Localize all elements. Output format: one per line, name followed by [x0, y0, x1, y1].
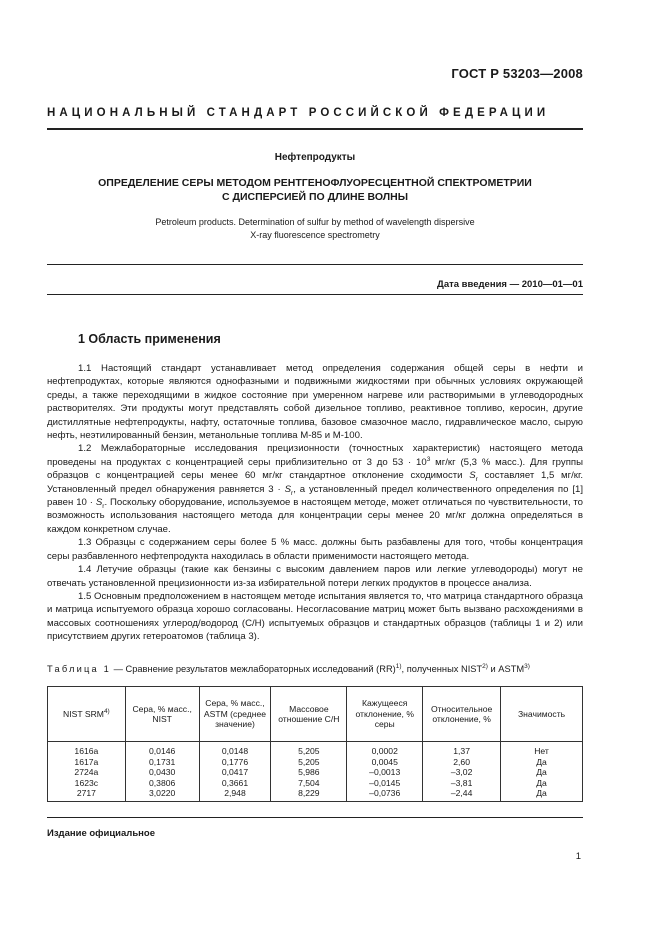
cell-apparent: 0,0045 — [347, 757, 423, 768]
table-row — [48, 742, 583, 757]
table-header-row — [48, 687, 583, 742]
english-title — [47, 216, 583, 242]
document-title — [47, 176, 583, 204]
cell-nist: 0,1731 — [125, 757, 199, 768]
comparison-table — [47, 686, 583, 802]
title-line-2: С ДИСПЕРСИЕЙ ПО ДЛИНЕ ВОЛНЫ — [222, 191, 408, 203]
cell-relative: 2,60 — [423, 757, 501, 768]
header-sulfur-nist: Сера, % масс., NIST — [125, 687, 199, 742]
cell-astm: 0,0148 — [199, 742, 271, 757]
cell-significance: Нет — [501, 742, 583, 757]
cell-apparent: –0,0145 — [347, 778, 423, 789]
english-title-line-1: Petroleum products. Determination of sulfur by method of wavelength dispersive — [155, 217, 475, 227]
header-relative-deviation: Относительное отклонение, % — [423, 687, 501, 742]
cell-nist: 0,0146 — [125, 742, 199, 757]
gost-number: ГОСТ Р 53203—2008 — [451, 66, 583, 81]
table-row — [48, 767, 583, 778]
subject-title: Нефтепродукты — [274, 152, 356, 163]
cell-apparent: –0,0736 — [347, 788, 423, 801]
paragraph-1-1: 1.1 Настоящий стандарт устанавливает метод определения содержания общей серы в нефти и нефтепродуктах, которые являются однофазными и подвижными жидкостями при обычных условиях окружающей среды, а также переходящими в жидкое состояние при умеренном нагреве или растворимыми в углеводородных растворителях. Эти продукты могут представлять собой дизельное топливо, реактивное топливо, керосин, другие дистиллятные нефтепродукты, нафту, остаточные топлива, базовое смазочное масло, гидравлическое масло, сырую нефть, неэтилированный бензин, метанольные топлива М-85 и М-100. — [47, 363, 583, 442]
cell-ch: 5,205 — [271, 742, 347, 757]
cell-nist: 0,3806 — [125, 778, 199, 789]
cell-srm: 2724a — [48, 767, 126, 778]
header-nist-srm: NIST SRM$^{4)}$ — [48, 687, 126, 742]
cell-ch: 8,229 — [271, 788, 347, 801]
paragraph-1-2: 1.2 Межлабораторные исследования прецизионности (точностных характеристик) настоящего метода проведены на продуктах с концентрацией серы приблизительно от 3 до $53 \cdot 10^3$ мг/кг (5,3 % масс.). Для группы образцов с концентрацией серы менее 60 мг/кг стандартное отклонение сходимости $S_r$ составляет 1,5 мг/кг. Установленный предел обнаружения равняется $3 \cdot S_r$, а установленный предел количественного определения по [1] равен $10 \cdot S_r$. Поскольку оборудование, используемое в настоящем методе, может отличаться по чувствительности, то возможность использования настоящего метода для концентрации серы менее 20 мг/кг должна определяться в каждом конкретном случае. — [47, 443, 584, 535]
cell-significance: Да — [501, 788, 583, 801]
table-row — [48, 757, 583, 768]
table-caption: Таблица 1 — Сравнение результатов межлабораторных исследований (RR)$^{1)}$, полученных NIST$^{2)}$ и ASTM$^{3)}$ — [47, 662, 530, 674]
cell-nist: 0,0430 — [125, 767, 199, 778]
section-body — [47, 362, 583, 644]
paragraph-1-4: 1.4 Летучие образцы (такие как бензины с высоким давлением паров или легкие углеводороды) могут не отвечать установленной прецизионности из-за избирательной потери легких продуктов в процессе анализа. — [47, 564, 583, 589]
cell-significance: Да — [501, 767, 583, 778]
cell-relative: –3,02 — [423, 767, 501, 778]
cell-astm: 0,0417 — [199, 767, 271, 778]
table-row — [48, 778, 583, 789]
cell-relative: –3,81 — [423, 778, 501, 789]
paragraph-1-5: 1.5 Основным предположением в настоящем методе испытания является то, что матрица стандартного образца и матрица испытуемого образца хорошо согласованы. Несогласование матриц может быть вызвано расхождениями в массовых соотношениях углерод/водород (С/Н) испытуемых образцов и стандартных образцов (таблицы 1 и 2) или присутствием других гетероатомов (таблица 3). — [47, 590, 583, 643]
header-significance: Значимость — [501, 687, 583, 742]
cell-astm: 2,948 — [199, 788, 271, 801]
cell-ch: 5,986 — [271, 767, 347, 778]
cell-relative: 1,37 — [423, 742, 501, 757]
official-edition-label: Издание официальное — [47, 828, 155, 839]
title-line-1: ОПРЕДЕЛЕНИЕ СЕРЫ МЕТОДОМ РЕНТГЕНОФЛУОРЕСЦЕНТНОЙ СПЕКТРОМЕТРИИ — [98, 177, 532, 189]
national-standard-heading: НАЦИОНАЛЬНЫЙ СТАНДАРТ РОССИЙСКОЙ ФЕДЕРАЦИИ — [47, 107, 550, 119]
header-apparent-deviation: Кажущееся отклонение, % серы — [347, 687, 423, 742]
date-rule — [47, 294, 583, 295]
cell-srm: 1623c — [48, 778, 126, 789]
cell-srm: 1617a — [48, 757, 126, 768]
page-number: 1 — [575, 851, 581, 862]
cell-ch: 5,205 — [271, 757, 347, 768]
footer-rule — [47, 817, 583, 818]
cell-significance: Да — [501, 778, 583, 789]
english-title-line-2: X-ray fluorescence spectrometry — [250, 230, 380, 240]
table-row — [48, 788, 583, 801]
cell-srm: 1616a — [48, 742, 126, 757]
section-heading: 1 Область применения — [78, 332, 221, 346]
cell-astm: 0,3661 — [199, 778, 271, 789]
introduction-date: Дата введения — 2010—01—01 — [437, 279, 583, 290]
cell-apparent: 0,0002 — [347, 742, 423, 757]
header-rule — [47, 128, 583, 130]
cell-nist: 3,0220 — [125, 788, 199, 801]
cell-significance: Да — [501, 757, 583, 768]
cell-relative: –2,44 — [423, 788, 501, 801]
cell-ch: 7,504 — [271, 778, 347, 789]
cell-apparent: –0,0013 — [347, 767, 423, 778]
header-sulfur-astm: Сера, % масс., ASTM (среднее значение) — [199, 687, 271, 742]
paragraph-1-3: 1.3 Образцы с содержанием серы более 5 % масс. должны быть разбавлены для того, чтобы концентрация серы разбавленного нефтепродукта находилась в области применимости настоящего метода. — [47, 537, 583, 562]
header-ch-ratio: Массовое отношение С/Н — [271, 687, 347, 742]
cell-astm: 0,1776 — [199, 757, 271, 768]
title-rule — [47, 264, 583, 265]
cell-srm: 2717 — [48, 788, 126, 801]
